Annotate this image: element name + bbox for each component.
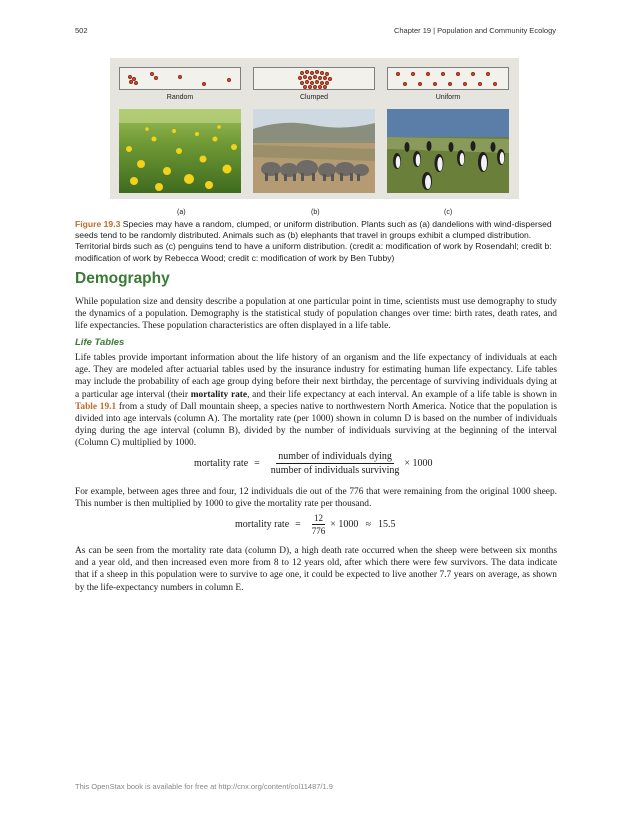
eq1-multiplier: × 1000	[404, 458, 433, 469]
individual-dot	[323, 76, 327, 80]
individual-dot	[154, 76, 158, 80]
elephants-photo	[253, 109, 375, 193]
individual-dot	[308, 85, 312, 89]
uniform-label: Uniform	[435, 94, 461, 101]
subsection-title: Life Tables	[75, 337, 125, 348]
eq1-denominator: number of individuals surviving	[270, 465, 400, 476]
individual-dot	[403, 82, 407, 86]
individual-dot	[227, 78, 231, 82]
individual-dot	[305, 80, 309, 84]
individual-dot	[478, 82, 482, 86]
para1-text-a: Life tables provide important information about the life history of an organism and the life expectancy of individuals at each age. They are modeled after actuarial tables used by the insurance industry for estimating human life expectancy. Life tables may include the probability of each age group dying before their next birthday, the percentage of surviving individuals dying at a particular age interval (their	[75, 353, 557, 400]
individual-dot	[134, 81, 138, 85]
individual-dot	[202, 82, 206, 86]
footer-license: This OpenStax book is available for free at http://cnx.org/content/col11487/1.9	[75, 782, 333, 791]
individual-dot	[303, 85, 307, 89]
individual-dot	[298, 76, 302, 80]
eq1-lhs: mortality rate	[194, 458, 249, 469]
figure-19-3	[110, 58, 519, 199]
individual-dot	[396, 72, 400, 76]
caption-text: Species may have a random, clumped, or uniform distribution. Plants such as (a) dandelions with wind-dispersed seeds tend to be randomly distributed. Animals such as (b) elephants that travel in groups exhibit a clumped distribution. Territorial birds such as (c) penguins tend to have a uniform distribution. (credit a: modification of work by Rosendahl; credit b: modification of work by Rebecca Wood; credit c: modification of work by Ben Tubby)	[75, 219, 552, 263]
individual-dot	[433, 82, 437, 86]
individual-dot	[318, 76, 322, 80]
random-label: Random	[166, 94, 194, 101]
chapter-title: Chapter 19 | Population and Community Ecology	[393, 26, 556, 35]
individual-dot	[426, 72, 430, 76]
mortality-rate-example-formula	[235, 513, 395, 536]
figure-label: Figure 19.3	[75, 219, 121, 229]
individual-dot	[129, 80, 133, 84]
individual-dot	[418, 82, 422, 86]
random-distribution-diagram	[119, 67, 241, 90]
eq2-numerator: 12	[314, 513, 324, 523]
para1-text-b: , and their life expectancy at each interval. An example of a life table is shown in	[247, 389, 557, 400]
individual-dot	[178, 75, 182, 79]
individual-dot	[493, 82, 497, 86]
eq1-numerator: number of individuals dying	[278, 451, 392, 462]
results-paragraph: As can be seen from the mortality rate data (column D), a high death rate occurred when the sheep were between six months and a year old, and then increased even more from 8 to 12 years old, after which there were few survivors. The data indicate that if a sheep in this population were to survive to age one, it could be expected to live another 7.7 years on average, as shown by the life-expectancy numbers in column E.	[75, 546, 557, 593]
page-number: 502	[75, 26, 88, 35]
individual-dot	[303, 75, 307, 79]
individual-dot	[411, 72, 415, 76]
individual-dot	[328, 77, 332, 81]
eq1-equals: =	[254, 458, 260, 469]
table-19-1-link[interactable]: Table 19.1	[75, 401, 117, 412]
uniform-distribution-diagram	[387, 67, 509, 90]
eq2-equals: =	[295, 519, 301, 530]
section-title: Demography	[75, 270, 170, 287]
individual-dot	[456, 72, 460, 76]
figure-caption	[75, 219, 557, 264]
eq2-fraction	[310, 513, 328, 536]
photo-sublabel-c: (c)	[444, 209, 453, 216]
example-paragraph: For example, between ages three and four, 12 individuals die out of the 776 that were remaining from the original 1000 sheep. This number is then multiplied by 1000 to give the mortality rate per thousand.	[75, 487, 557, 510]
individual-dot	[308, 76, 312, 80]
eq2-multiplier: × 1000	[330, 519, 359, 530]
individual-dot	[486, 72, 490, 76]
intro-paragraph: While population size and density describe a population at one particular point in time, scientists must use demography to study the dynamics of a population. Demography is the statistical study of population changes over time: birth rates, death rates, and life expectancies. These population characteristics are often displayed in a life table.	[75, 297, 557, 332]
dandelions-photo	[119, 109, 241, 193]
individual-dot	[323, 85, 327, 89]
eq1-fraction	[269, 451, 402, 476]
eq2-result: 15.5	[377, 519, 396, 530]
eq2-lhs: mortality rate	[235, 519, 290, 530]
individual-dot	[305, 70, 309, 74]
para1-text-c: from a study of Dall mountain sheep, a species native to northwestern North America. Notice that the population is divided into age intervals (column A). The mortality rate (per 1000) shown in column D is based on the number of individuals dying during the age interval (column B), divided by the number of individuals surviving at the beginning of the interval (Column C) multiplied by 1000.	[75, 401, 558, 449]
mortality-rate-term: mortality rate	[190, 389, 248, 400]
individual-dot	[318, 85, 322, 89]
individual-dot	[313, 85, 317, 89]
individual-dot	[448, 82, 452, 86]
individual-dot	[315, 70, 319, 74]
individual-dot	[315, 80, 319, 84]
individual-dot	[471, 72, 475, 76]
individual-dot	[463, 82, 467, 86]
clumped-distribution-diagram	[253, 67, 375, 90]
individual-dot	[320, 71, 324, 75]
photo-sublabel-a: (a)	[177, 209, 186, 216]
penguins-photo	[387, 109, 509, 193]
eq2-denominator: 776	[311, 526, 326, 536]
photo-sublabel-b: (b)	[311, 209, 320, 216]
individual-dot	[313, 75, 317, 79]
eq2-approx: ≈	[365, 519, 371, 530]
life-tables-paragraph	[75, 352, 557, 450]
individual-dot	[150, 72, 154, 76]
mortality-rate-formula	[194, 451, 433, 476]
individual-dot	[441, 72, 445, 76]
clumped-label: Clumped	[299, 94, 328, 101]
